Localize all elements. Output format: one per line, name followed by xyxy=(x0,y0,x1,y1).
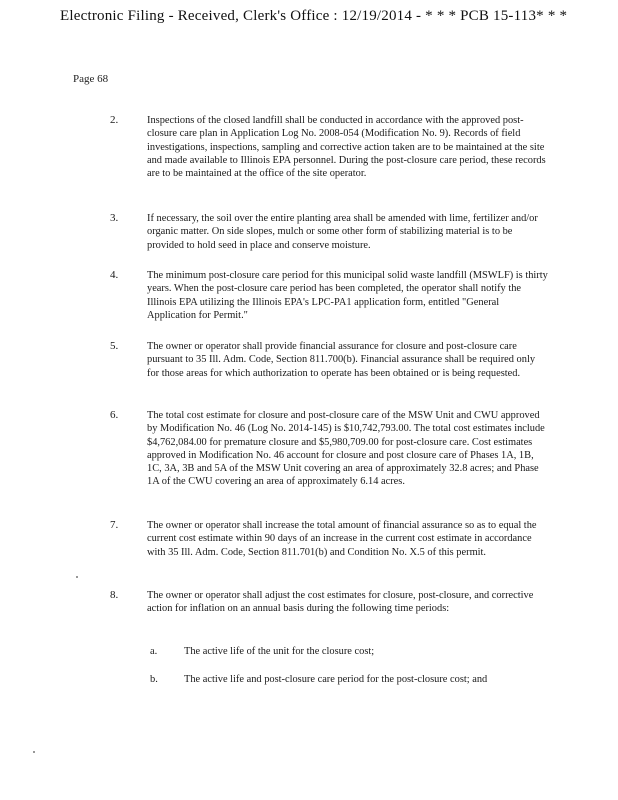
item-number: 3. xyxy=(110,212,119,224)
item-number: 5. xyxy=(110,340,119,352)
scan-speck xyxy=(33,751,35,753)
item-text: The minimum post-closure care period for this municipal solid waste landfill (MSWLF) is thirty years. When the post-closure care period has been completed, the operator shall notify the Illinois EPA utilizing the Illinois EPA's LPC-PA1 application form, entitled "General Application for Permit." xyxy=(147,270,548,321)
sub-item-label: b. xyxy=(150,674,158,685)
item-text: The total cost estimate for closure and post-closure care of the MSW Unit and CWU approved by Modification No. 46 (Log No. 2014-145) is $10,742,793.00. The total cost estimates include $4,762,084.00 for premature closure and $5,980,709.00 for post-closure care. Cost estimates approved in Modification No. 46 account for closure and post closure care of Phases 1A, 1B, 1C, 3A, 3B and 5A of the MSW Unit covering an area of approximately 32.8 acres; and Phase 1A of the CWU covering an area of approximately 6.14 acres. xyxy=(147,410,545,488)
filing-header: Electronic Filing - Received, Clerk's Office : 12/19/2014 - * * * PCB 15-113* * * xyxy=(60,8,568,24)
item-number: 7. xyxy=(110,519,119,531)
page-number: Page 68 xyxy=(73,73,109,85)
item-text: If necessary, the soil over the entire planting area shall be amended with lime, fertilizer and/or organic matter. On side slopes, mulch or some other form of stabilizing material is to be provided to hold seed in place and conserve moisture. xyxy=(147,213,538,251)
item-number: 6. xyxy=(110,409,119,421)
item-text: The owner or operator shall provide financial assurance for closure and post-closure care pursuant to 35 Ill. Adm. Code, Section 811.700(b). Financial assurance shall be required only for those areas for which authorization to operate has been obtained or is being requested. xyxy=(147,341,536,379)
sub-item-text: The active life and post-closure care period for the post-closure cost; and xyxy=(184,674,488,685)
scan-speck xyxy=(76,576,78,578)
item-text: Inspections of the closed landfill shall be conducted in accordance with the approved post-closure care plan in Application Log No. 2008-054 (Modification No. 9). Records of field investigations, inspections, sampling and corrective action taken are to be maintained at the site and made available to Illinois EPA personnel. During the post-closure care period, these records are to be maintained at the office of the site operator. xyxy=(147,115,546,180)
item-text: The owner or operator shall adjust the cost estimates for closure, post-closure, and corrective action for inflation on an annual basis during the following time periods: xyxy=(147,590,534,615)
item-text: The owner or operator shall increase the total amount of financial assurance so as to equal the current cost estimate within 90 days of an increase in the current cost estimate in accordance with 35 Ill. Adm. Code, Section 811.701(b) and Condition No. X.5 of this permit. xyxy=(147,520,537,558)
sub-item-text: The active life of the unit for the closure cost; xyxy=(184,646,375,657)
item-number: 4. xyxy=(110,269,119,281)
sub-item-label: a. xyxy=(150,646,158,657)
item-number: 8. xyxy=(110,589,119,601)
item-number: 2. xyxy=(110,114,119,126)
